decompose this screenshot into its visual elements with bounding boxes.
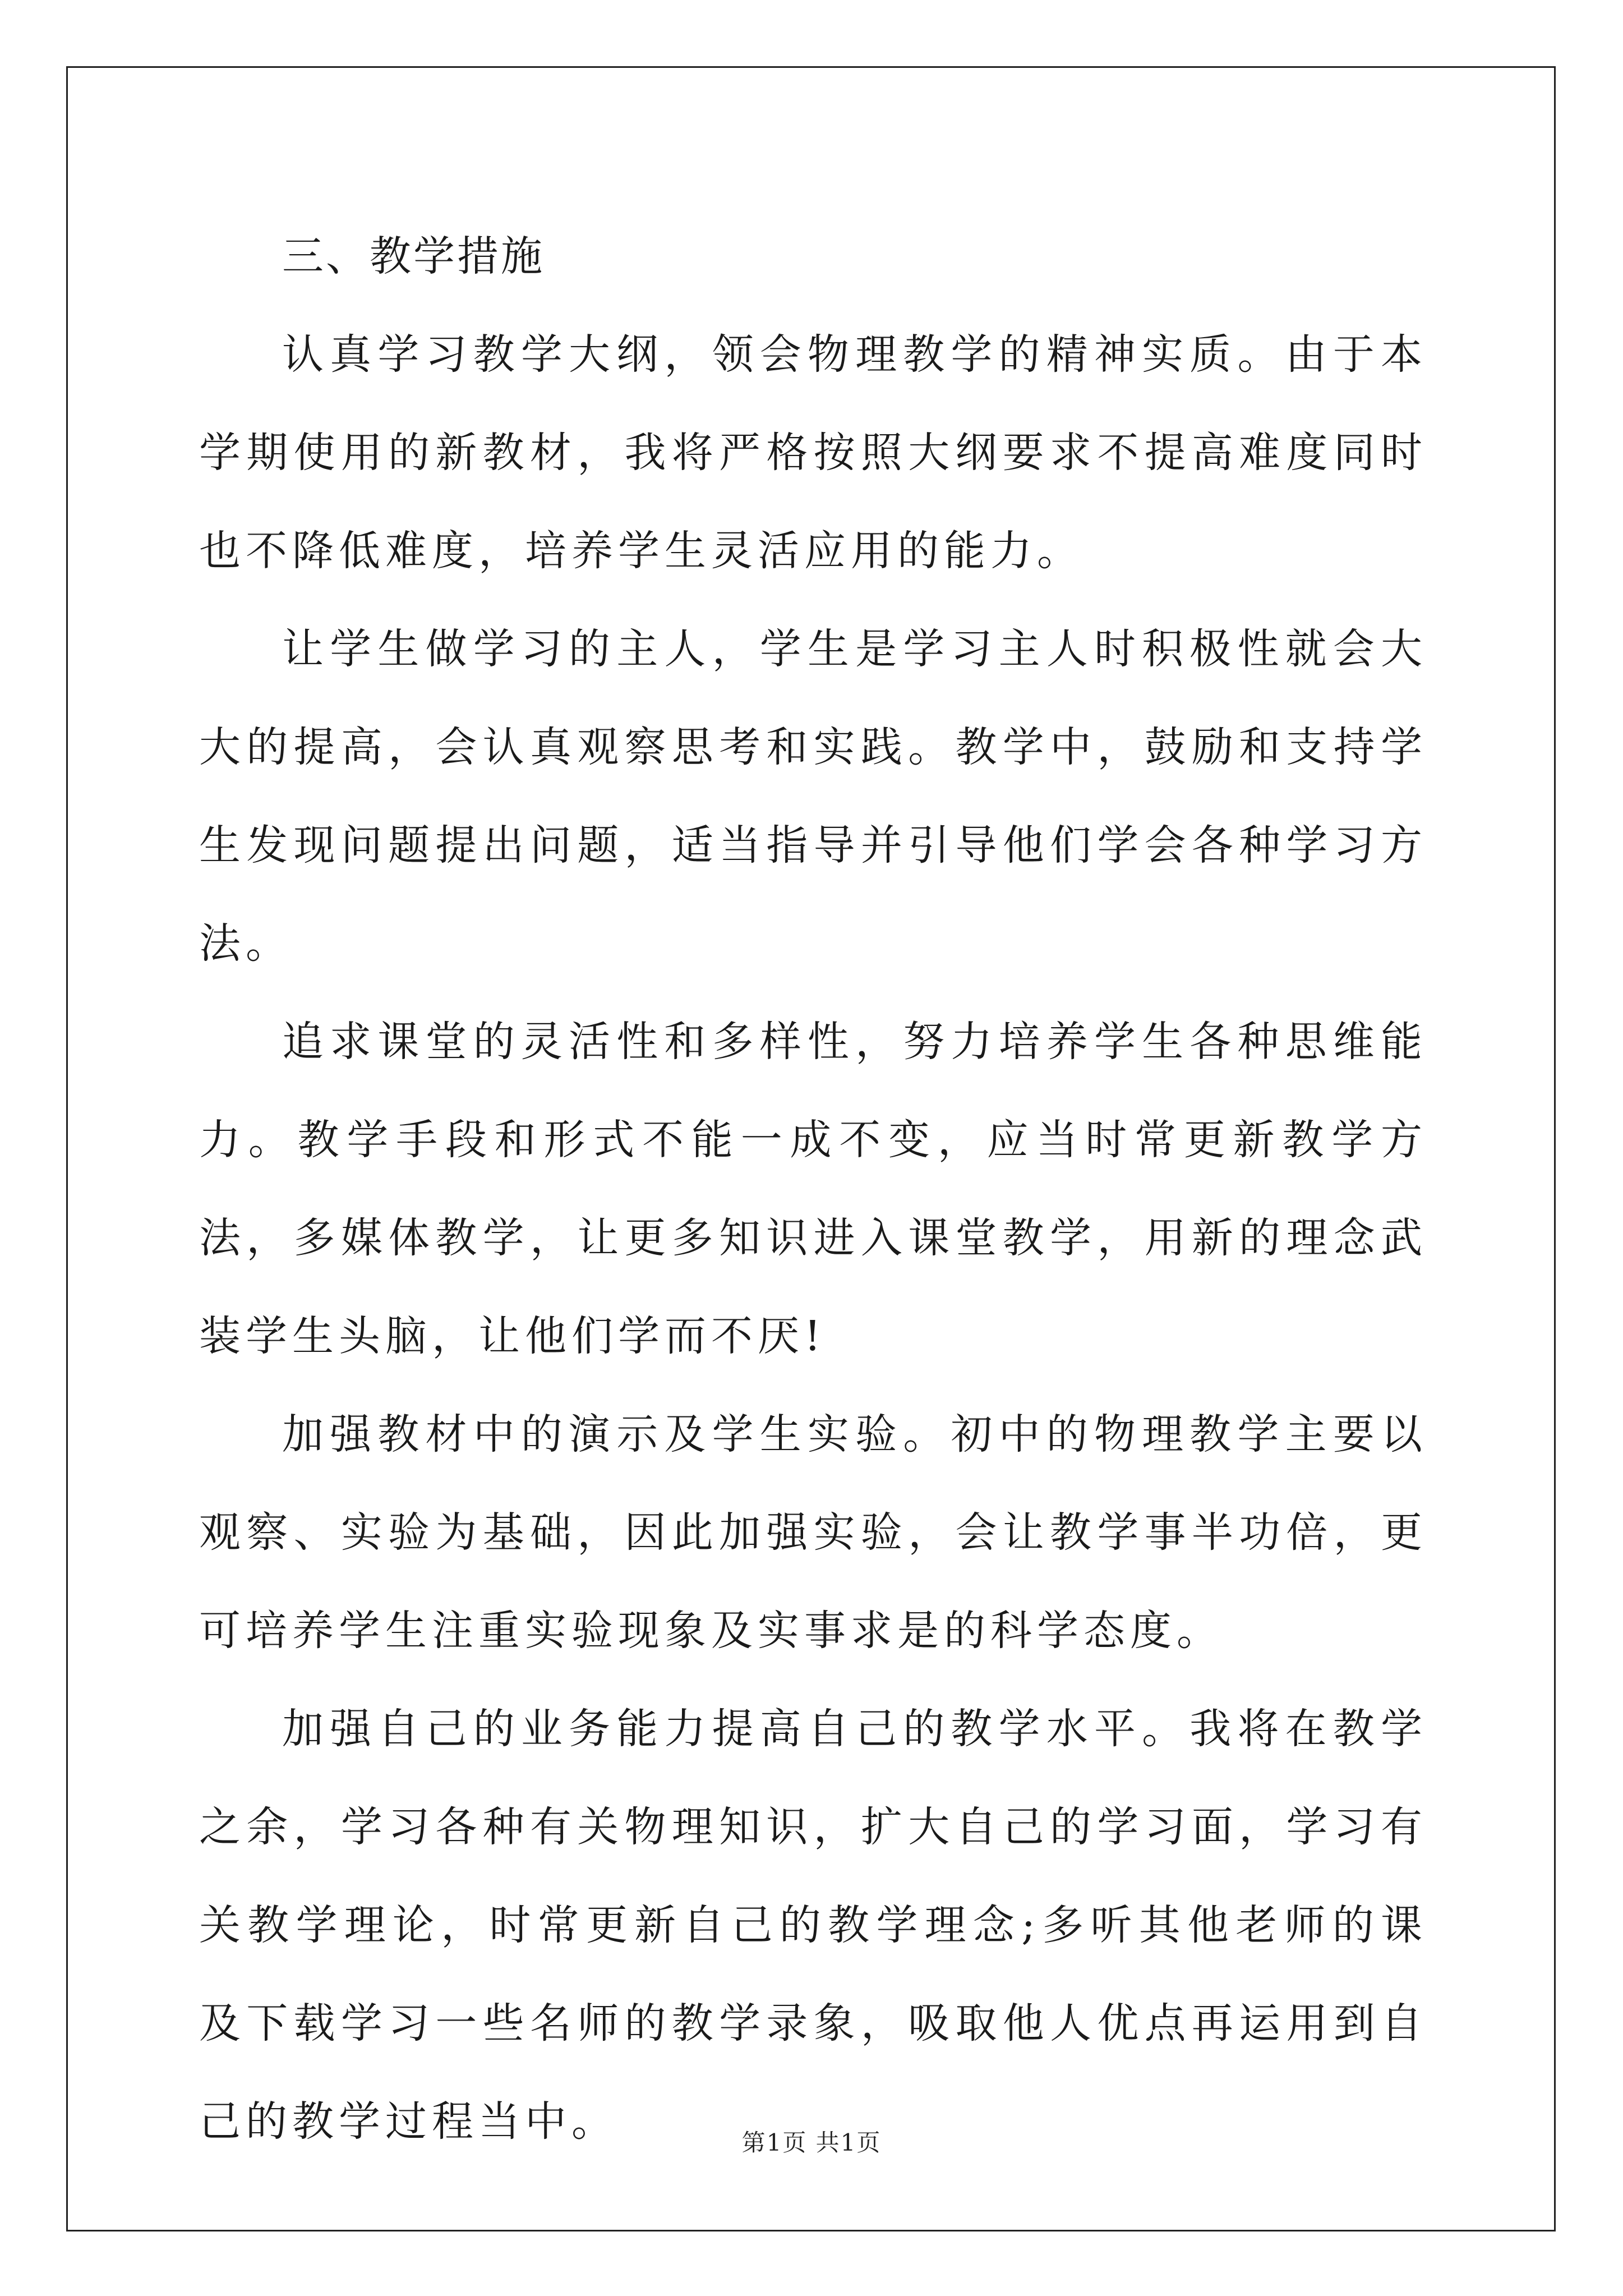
page-footer: 第1页 共1页 <box>741 2129 882 2156</box>
paragraph-4: 加强教材中的演示及学生实验。初中的物理教学主要以观察、实验为基础，因此加强实验，会让教学事半功倍，更可培养学生注重实验现象及实事求是的科学态度。 <box>199 1410 1427 1655</box>
paragraph-5: 加强自己的业务能力提高自己的教学水平。我将在教学之余，学习各种有关物理知识，扩大自己的学习面，学习有关教学理论，时常更新自己的教学理念;多听其他老师的课及下载学习一些名师的教学录象，吸取他人优点再运用到自己的教学过程当中。 <box>199 1705 1427 2146</box>
paragraph-1: 认真学习教学大纲，领会物理教学的精神实质。由于本学期使用的新教材，我将严格按照大纲要求不提高难度同时也不降低难度，培养学生灵活应用的能力。 <box>199 330 1427 575</box>
paragraph-2: 让学生做学习的主人，学生是学习主人时积极性就会大大的提高，会认真观察思考和实践。教学中，鼓励和支持学生发现问题提出问题，适当指导并引导他们学会各种学习方法。 <box>199 625 1427 968</box>
section-heading: 三、教学措施 <box>282 232 545 280</box>
document-body <box>199 208 1427 2171</box>
paragraph-3: 追求课堂的灵活性和多样性，努力培养学生各种思维能力。教学手段和形式不能一成不变，应当时常更新教学方法，多媒体教学，让更多知识进入课堂教学，用新的理念武装学生头脑，让他们学而不厌! <box>199 1018 1427 1360</box>
